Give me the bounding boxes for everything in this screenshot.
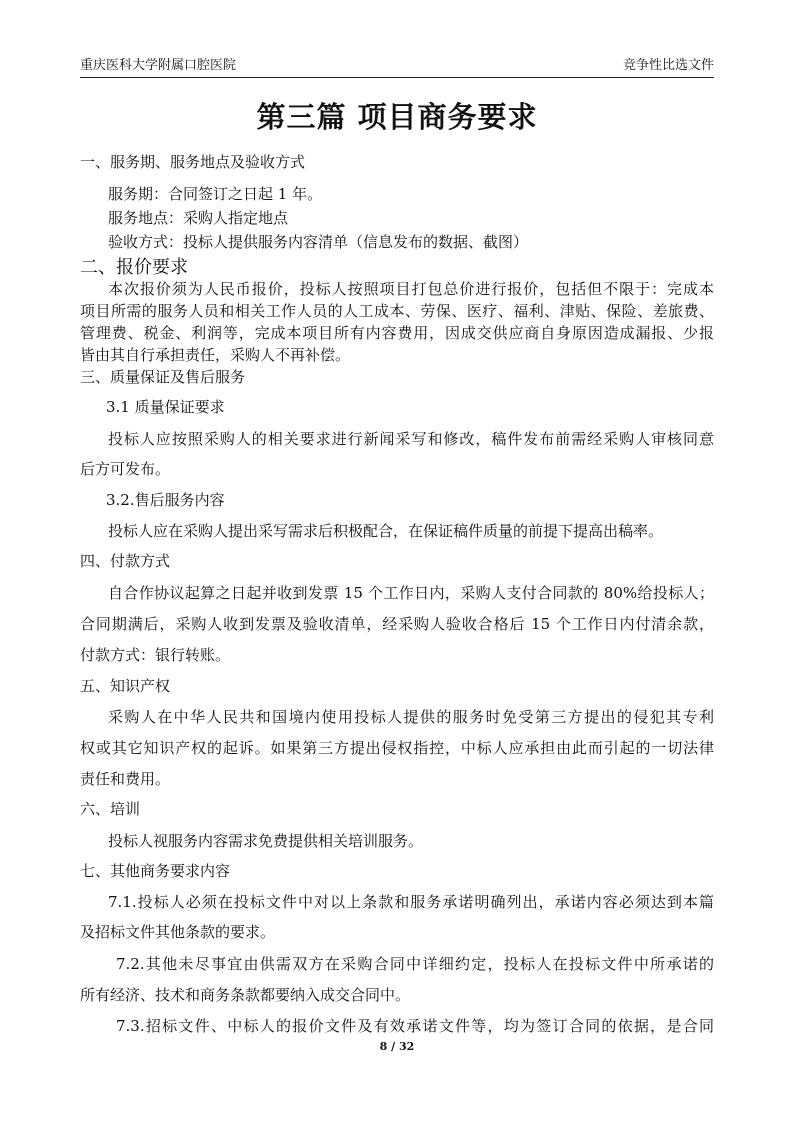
paragraph-line: 项目所需的服务人员和相关工作人员的人工成本、劳保、医疗、福利、津贴、保险、差旅费、 [80, 302, 714, 320]
section-heading-1: 一、服务期、服务地点及验收方式 [80, 153, 306, 171]
paragraph-line: 后方可发布。 [80, 460, 171, 478]
section-heading-6: 六、培训 [80, 800, 141, 818]
paragraph-line: 7.3.招标文件、中标人的报价文件及有效承诺文件等，均为签订合同的依据，是合同 [116, 1017, 714, 1035]
section-heading-3: 三、质量保证及售后服务 [80, 368, 246, 386]
acceptance-method: 验收方式：投标人提供服务内容清单（信息发布的数据、截图） [108, 233, 529, 251]
paragraph-line: 权或其它知识产权的起诉。如果第三方提出侵权指控，中标人应承担由此而引起的一切法律 [80, 739, 714, 757]
page-title: 第三篇 项目商务要求 [256, 100, 538, 134]
paragraph-line: 责任和费用。 [80, 770, 171, 788]
paragraph-line: 付款方式：银行转账。 [80, 646, 231, 664]
service-period: 服务期：合同签订之日起 1 年。 [108, 185, 323, 203]
section-heading-2: 二、报价要求 [80, 257, 188, 278]
paragraph-line: 本次报价须为人民币报价，投标人按照项目打包总价进行报价，包括但不限于：完成本 [108, 280, 714, 298]
section-heading-7: 七、其他商务要求内容 [80, 862, 231, 880]
paragraph-line: 皆由其自行承担责任，采购人不再补偿。 [80, 346, 351, 364]
paragraph-line: 投标人应按照采购人的相关要求进行新闻采写和修改，稿件发布前需经采购人审核同意 [108, 430, 714, 448]
paragraph-line: 投标人应在采购人提出采写需求后积极配合，在保证稿件质量的前提下提高出稿率。 [108, 522, 664, 540]
section-heading-5: 五、知识产权 [80, 677, 171, 695]
paragraph-line: 合同期满后，采购人收到发票及验收清单，经采购人验收合格后 15 个工作日内付清余款， [80, 615, 714, 633]
paragraph-line: 所有经济、技术和商务条款都要纳入成交合同中。 [80, 986, 411, 1004]
paragraph-line: 投标人视服务内容需求免费提供相关培训服务。 [108, 832, 424, 850]
paragraph-line: 7.1.投标人必须在投标文件中对以上条款和服务承诺明确列出，承诺内容必须达到本篇 [108, 893, 714, 911]
paragraph-line: 及招标文件其他条款的要求。 [80, 923, 276, 941]
subheading-3-2: 3.2.售后服务内容 [106, 491, 225, 509]
paragraph-line: 管理费、税金、利润等，完成本项目所有内容费用，因成交供应商自身原因造成漏报、少报 [80, 324, 714, 342]
page-number: 8 / 32 [379, 1040, 415, 1053]
section-heading-4: 四、付款方式 [80, 552, 171, 570]
paragraph-line: 自合作协议起算之日起并收到发票 15 个工作日内，采购人支付合同款的 80%给投标人； [108, 584, 714, 602]
page-header [80, 56, 714, 76]
subheading-3-1: 3.1 质量保证要求 [106, 398, 225, 416]
paragraph-line: 7.2.其他未尽事宜由供需双方在采购合同中详细约定，投标人在投标文件中所承诺的 [116, 955, 714, 973]
header-doc-type: 竞争性比选文件 [622, 58, 714, 73]
service-location: 服务地点：采购人指定地点 [108, 209, 289, 227]
header-rule [80, 77, 714, 78]
paragraph-line: 采购人在中华人民共和国境内使用投标人提供的服务时免受第三方提出的侵犯其专利 [108, 708, 714, 726]
header-institution: 重庆医科大学附属口腔医院 [80, 58, 237, 73]
